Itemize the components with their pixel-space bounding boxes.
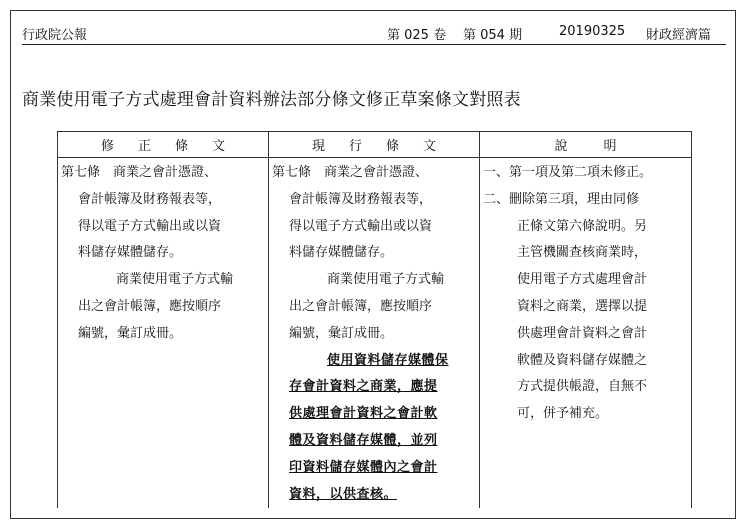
issue-number: 第 054 期: [463, 28, 523, 43]
publication-date: 20190325: [559, 24, 626, 39]
text-line: 料儲存媒體儲存。: [78, 245, 183, 261]
amended-text-cell: [58, 158, 269, 509]
header-rule: [22, 44, 726, 45]
header-amended: 修正條文: [58, 132, 269, 158]
table-row: [58, 158, 692, 509]
text-line: 會計帳簿及財務報表等，: [78, 191, 222, 207]
text-line: 資料，以供查核。: [289, 486, 398, 502]
text-line: 可，併予補充。: [517, 406, 609, 422]
text-line: 編號，彙訂成冊。: [78, 325, 183, 341]
text-line: 得以電子方式輸出或以資: [289, 218, 433, 234]
text-line: 會計帳簿及財務報表等，: [289, 191, 433, 207]
text-line: 編號，彙訂成冊。: [289, 325, 394, 341]
text-line: 出之會計帳簿，應按順序: [289, 298, 433, 314]
table-header-row: [58, 132, 692, 158]
publication-name: 行政院公報: [22, 28, 88, 43]
text-line: 使用電子方式處理會計: [517, 272, 648, 288]
text-line: 體及資料儲存媒體，並列: [289, 432, 438, 448]
text-line: 第七條 商業之會計憑證、: [61, 165, 218, 180]
note-item-2: [483, 187, 688, 428]
text-line: 商業使用電子方式輸: [116, 272, 234, 288]
current-text-cell: [269, 158, 480, 509]
text-line: 一、第一項及第二項未修正。: [483, 165, 653, 180]
document-title: 商業使用電子方式處理會計資料辦法部分條文修正草案條文對照表: [22, 90, 521, 110]
current-paragraph-1: [272, 160, 476, 267]
amended-paragraph-2: [61, 267, 265, 347]
note-item-1: [483, 160, 688, 187]
text-line: 供處理會計資料之會計: [517, 325, 648, 341]
text-line: 第七條 商業之會計憑證、: [272, 165, 429, 180]
notes-cell: [480, 158, 692, 509]
text-line: 存會計資料之商業，應提: [289, 379, 438, 395]
amended-paragraph-1: [61, 160, 265, 267]
text-line: 方式提供帳證，自無不: [517, 379, 648, 395]
header-current: 現行條文: [269, 132, 480, 158]
text-line: 料儲存媒體儲存。: [289, 245, 394, 261]
deleted-paragraph-3: [272, 348, 476, 509]
text-line: 出之會計帳簿，應按順序: [78, 298, 222, 314]
text-line: 軟體及資料儲存媒體之: [517, 352, 648, 368]
text-line: 商業使用電子方式輸: [327, 272, 445, 288]
text-line: 主管機關查核商業時，: [517, 245, 648, 261]
text-line: 得以電子方式輸出或以資: [78, 218, 222, 234]
text-line: 使用資料儲存媒體保: [327, 352, 449, 368]
text-line: 正條文第六條說明。另: [517, 218, 648, 234]
section-category: 財政經濟篇: [646, 28, 712, 43]
current-paragraph-2: [272, 267, 476, 347]
text-line: 資料之商業，選擇以提: [517, 298, 648, 314]
comparison-table: [57, 131, 692, 508]
header-notes: 說明: [480, 132, 692, 158]
volume-number: 第 025 卷: [387, 28, 447, 43]
text-line: 二、刪除第三項，理由同修: [483, 191, 640, 207]
text-line: 供處理會計資料之會計軟: [289, 406, 438, 422]
gazette-header: [22, 24, 726, 44]
text-line: 印資料儲存媒體內之會計: [289, 459, 438, 475]
